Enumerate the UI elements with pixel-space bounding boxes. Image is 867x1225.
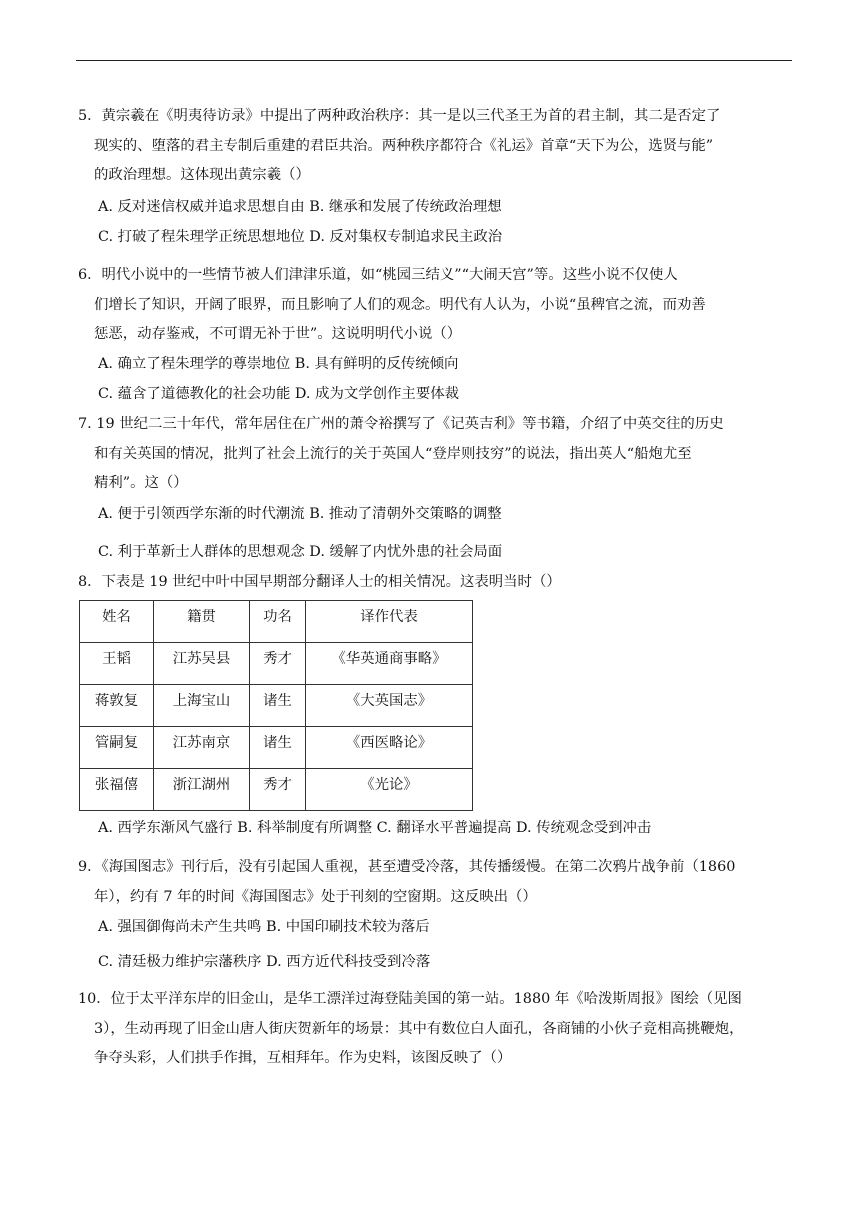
- table-cell: 王韬: [80, 643, 154, 685]
- question-5-stem-line: 的政治理想。这体现出黄宗羲（）: [94, 167, 310, 183]
- question-5-stem-line: 5．黄宗羲在《明夷待访录》中提出了两种政治秩序：其一是以三代圣王为首的君主制，其二是否定了: [78, 108, 721, 124]
- table-header-row: [80, 601, 473, 643]
- question-5-options-ab: A. 反对迷信权威并追求思想自由 B. 继承和发展了传统政治理想: [98, 199, 502, 215]
- question-5-stem-line: 现实的、堕落的君主专制后重建的君臣共治。两种秩序都符合《礼运》首章“天下为公，选贤与能”: [94, 138, 714, 154]
- table-header-cell: 姓名: [80, 601, 154, 643]
- table-header-cell: 籍贯: [154, 601, 250, 643]
- table-header-cell: 功名: [250, 601, 306, 643]
- question-7-options-cd: C. 利于革新士人群体的思想观念 D. 缓解了内忧外患的社会局面: [98, 544, 503, 560]
- question-6-stem-line: 惩恶，动存鉴戒，不可谓无补于世”。这说明明代小说（）: [94, 326, 462, 342]
- question-8-stem: 8．下表是 19 世纪中叶中国早期部分翻译人士的相关情况。这表明当时（）: [78, 574, 561, 590]
- question-10-stem-line: 10．位于太平洋东岸的旧金山，是华工漂洋过海登陆美国的第一站。1880 年《哈泼斯周报》图绘（见图: [78, 991, 742, 1007]
- question-6-options-ab: A. 确立了程朱理学的尊崇地位 B. 具有鲜明的反传统倾向: [98, 356, 459, 372]
- table-cell: 《光论》: [306, 769, 473, 811]
- header-rule: [76, 60, 792, 61]
- table-row: [80, 727, 473, 769]
- table-cell: 《大英国志》: [306, 685, 473, 727]
- table-cell: 《华英通商事略》: [306, 643, 473, 685]
- translators-table: [79, 600, 473, 811]
- question-7-stem-line: 精利”。这（）: [94, 475, 188, 491]
- table-cell: 蒋敦复: [80, 685, 154, 727]
- table-cell: 诸生: [250, 727, 306, 769]
- question-9-stem-line: 年），约有 7 年的时间《海国图志》处于刊刻的空窗期。这反映出（）: [94, 889, 537, 905]
- question-6-stem-line: 们增长了知识，开阔了眼界，而且影响了人们的观念。明代有人认为，小说“虽稗官之流，而劝善: [94, 297, 706, 313]
- table-cell: 秀才: [250, 643, 306, 685]
- table-cell: 上海宝山: [154, 685, 250, 727]
- table-row: [80, 769, 473, 811]
- table-row: [80, 643, 473, 685]
- table-cell: 《西医略论》: [306, 727, 473, 769]
- table-cell: 管嗣复: [80, 727, 154, 769]
- question-7-options-ab: A. 便于引领西学东渐的时代潮流 B. 推动了清朝外交策略的调整: [98, 506, 502, 522]
- question-6-stem-line: 6．明代小说中的一些情节被人们津津乐道，如“桃园三结义”“大闹天宫”等。这些小说不仅使人: [78, 267, 678, 283]
- table-cell: 秀才: [250, 769, 306, 811]
- table-cell: 诸生: [250, 685, 306, 727]
- table-cell: 浙江湖州: [154, 769, 250, 811]
- question-10-stem-line: 争夺头彩，人们拱手作揖，互相拜年。作为史料，该图反映了（）: [94, 1050, 512, 1066]
- question-9-options-ab: A. 强国御侮尚未产生共鸣 B. 中国印刷技术较为落后: [98, 919, 430, 935]
- table-header-cell: 译作代表: [306, 601, 473, 643]
- question-6-options-cd: C. 蕴含了道德教化的社会功能 D. 成为文学创作主要体裁: [98, 386, 459, 402]
- question-7-stem-line: 和有关英国的情况，批判了社会上流行的关于英国人“登岸则技穷”的说法，指出英人“船炮尤至: [94, 446, 692, 462]
- question-9-options-cd: C. 清廷极力维护宗藩秩序 D. 西方近代科技受到冷落: [98, 954, 431, 970]
- question-5-options-cd: C. 打破了程朱理学正统思想地位 D. 反对集权专制追求民主政治: [98, 229, 503, 245]
- question-7-stem-line: 7. 19 世纪二三十年代，常年居住在广州的萧令裕撰写了《记英吉利》等书籍，介绍了中英交往的历史: [78, 416, 724, 432]
- question-8-options-line: A. 西学东渐风气盛行 B. 科举制度有所调整 C. 翻译水平普遍提高 D. 传统观念受到冲击: [98, 820, 652, 836]
- question-9-stem-line: 9．《海国图志》刊行后，没有引起国人重视，甚至遭受冷落，其传播缓慢。在第二次鸦片战争前（1860: [78, 859, 736, 875]
- table-cell: 江苏吴县: [154, 643, 250, 685]
- table-cell: 张福僖: [80, 769, 154, 811]
- question-10-stem-line: 3），生动再现了旧金山唐人街庆贺新年的场景：其中有数位白人面孔，各商铺的小伙子竞相高挑鞭炮，: [94, 1021, 744, 1037]
- table-row: [80, 685, 473, 727]
- table-cell: 江苏南京: [154, 727, 250, 769]
